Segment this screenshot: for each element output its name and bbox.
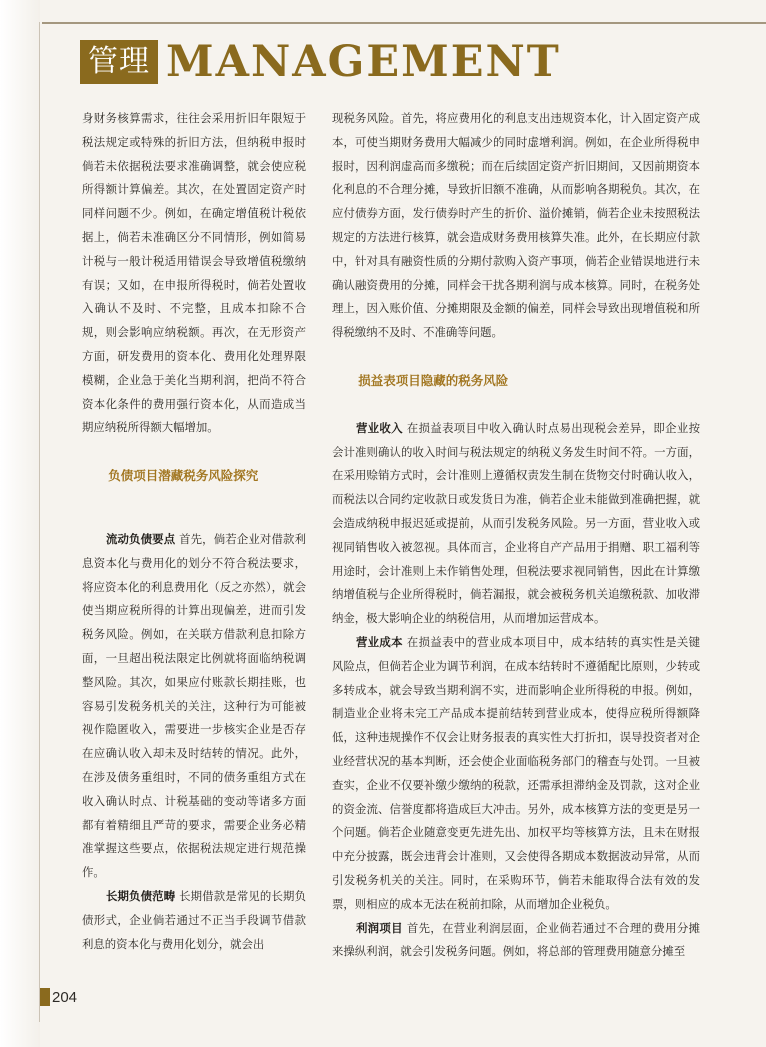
paragraph-lead: 营业成本 xyxy=(355,634,403,649)
left-column xyxy=(82,107,306,956)
page-edge xyxy=(0,0,40,1047)
paragraph-body: 首先，在营业利润层面，企业倘若通过不合理的费用分摊来操纵利润，就会引发税务问题。例如，将总部的管理费用随意分摊至 xyxy=(332,920,700,959)
paragraph xyxy=(332,417,700,631)
section-title: 负债项目潜藏税务风险探究 xyxy=(108,468,259,484)
paragraph xyxy=(332,631,700,917)
top-rule xyxy=(42,22,766,24)
header-title-en: MANAGEMENT xyxy=(166,37,561,87)
paragraph-lead: 利润项目 xyxy=(355,920,403,935)
section-title: 损益表项目隐藏的税务风险 xyxy=(358,372,509,388)
right-column xyxy=(332,107,700,964)
paragraph-body: 在损益表项目中收入确认时点易出现税会差异，即企业按会计准则确认的收入时间与税法规定的纳税义务发生时间不符。一方面，在采用赊销方式时，会计准则上遵循权责发生制在货物交付时确认收入，而税法以合同约定收款日或发货日为准，倘若企业未能做到准确把握，就会造成纳税申报迟延或提前，从而引发税务风险。另一方面，营业收入或视同销售收入被忽视。具体而言，企业将自产产品用于捐赠、职工福利等用途时，会计准则上未作销售处理，但税法要求视同销售，因此在计算缴纳增值税与企业所得税时，倘若漏报，就会被税务机关追缴税款、加收滞纳金，极大影响企业的纳税信用，从而增加运营成本。 xyxy=(332,420,700,626)
paragraph-lead: 流动负债要点 xyxy=(105,531,176,546)
paragraph-body: 首先，倘若企业对借款利息资本化与费用化的划分不符合税法要求，将应资本化的利息费用化（反之亦然），就会使当期应税所得的计算出现偏差，进而引发税务风险。例如，在关联方借款利息扣除方面，一旦超出税法限定比例就将面临纳税调整风险。其次，如果应付账款长期挂账，也容易引发税务机关的关注，这种行为可能被视作隐匿收入，需要进一步核实企业是否存在应确认收入却未及时结转的情况。此外，在涉及债务重组时，不同的债务重组方式在收入确认时点、计税基础的变动等诸多方面都有着精细且严苛的要求，需要企业务必精准掌握这些要点，依据税法规定进行规范操作。 xyxy=(82,531,306,880)
paragraph xyxy=(332,917,700,965)
paragraph xyxy=(82,885,306,956)
header-title-cn: 管理 xyxy=(80,40,158,84)
page-folio xyxy=(40,988,77,1006)
paragraph: 现税务风险。首先，将应费用化的利息支出违规资本化，计入固定资产成本，可使当期财务费用大幅减少的同时虚增利润。例如，在企业所得税申报时，因利润虚高而多缴税；而在后续固定资产折旧期间，又因前期资本化利息的不合理分摊，导致折旧额不准确，从而影响各期税负。其次，在应付债券方面，发行债券时产生的折价、溢价摊销，倘若企业未按照税法规定的方法进行核算，就会造成财务费用核算失准。此外，在长期应付款中，针对具有融资性质的分期付款购入资产事项，倘若企业错误地进行未确认融资费用的分摊，同样会干扰各期利润与成本核算。同时，在税务处理上，因入账价值、分摊期限及金额的偏差，同样会导致出现增值税和所得税缴纳不及时、不准确等问题。 xyxy=(332,111,700,340)
paragraph xyxy=(82,528,306,885)
page-number: 204 xyxy=(52,988,78,1006)
paragraph: 身财务核算需求，往往会采用折旧年限短于税法规定或特殊的折旧方法，但纳税申报时倘若未依据税法要求准确调整，就会使应税所得额计算偏差。其次，在处置固定资产时同样问题不少。例如，在确定增值税计税依据上，倘若未准确区分不同情形，例如简易计税与一般计税适用错误会导致增值税缴纳有误；又如，在申报所得税时，倘若处置收入确认不及时、不完整，且成本扣除不合规，则会影响应纳税额。再次，在无形资产方面，研发费用的资本化、费用化处理界限模糊，企业急于美化当期利润，把尚不符合资本化条件的费用强行资本化，从而造成当期应纳税所得额大幅增加。 xyxy=(82,111,306,435)
margin-rule xyxy=(39,22,40,1022)
paragraph-body: 在损益表中的营业成本项目中，成本结转的真实性是关键风险点，但倘若企业为调节利润，在成本结转时不遵循配比原则，少转或多转成本，就会导致当期利润不实，进而影响企业所得税的申报。例如，制造业企业将未完工产品成本提前结转到营业成本，使得应税所得额降低，这种违规操作不仅会让财务报表的真实性大打折扣，误导投资者对企业经营状况的基本判断，还会使企业面临税务部门的稽查与处罚。一旦被查实，企业不仅要补缴少缴纳的税款，还需承担滞纳金及罚款，这对企业的资金流、信誉度都将造成巨大冲击。另外，成本核算方法的变更是另一个问题。倘若企业随意变更先进先出、加权平均等核算方法，且未在财报中充分披露，既会违背会计准则，又会使得各期成本数据波动异常，从而引发税务机关的关注。同时，在采购环节，倘若未能取得合法有效的发票，则相应的成本无法在税前扣除，从而增加企业税负。 xyxy=(332,634,700,911)
folio-marker xyxy=(40,988,50,1006)
paragraph-lead: 营业收入 xyxy=(355,420,403,435)
paragraph-lead: 长期负债范畴 xyxy=(105,888,176,903)
paragraph-body: 长期借款是常见的长期负债形式，企业倘若通过不正当手段调节借款利息的资本化与费用化划分，就会出 xyxy=(82,888,306,951)
section-header xyxy=(80,38,561,86)
